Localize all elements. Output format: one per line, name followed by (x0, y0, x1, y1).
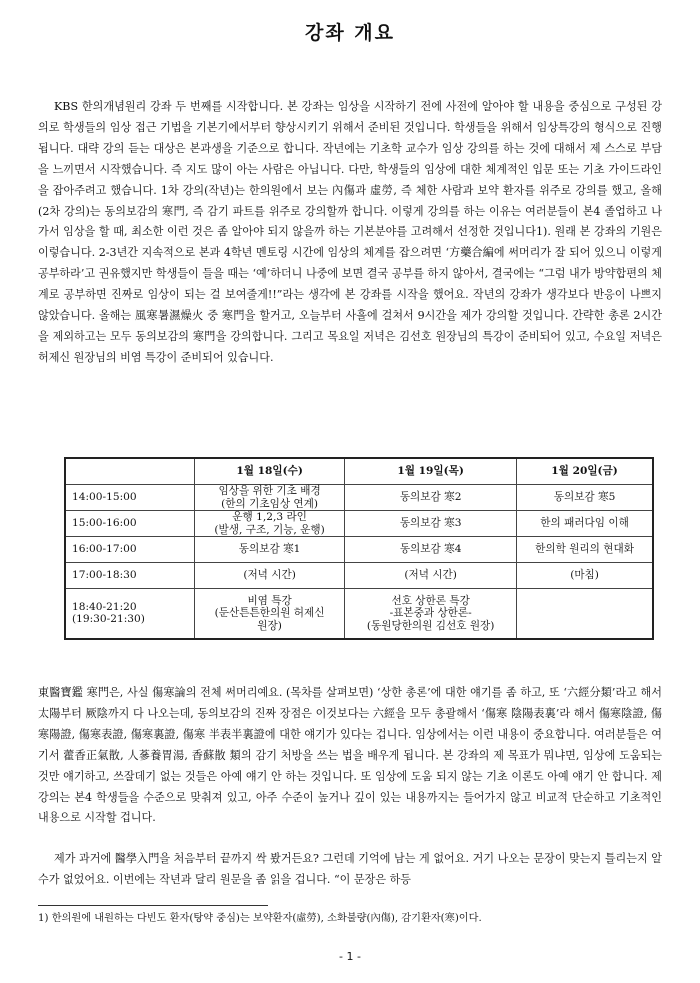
schedule-cell: (저녁 시간) (195, 563, 345, 589)
schedule-corner-cell (65, 458, 195, 485)
schedule-cell: (저녁 시간) (345, 563, 517, 589)
schedule-cell: 동의보감 寒1 (195, 537, 345, 563)
footnote: 1) 한의원에 내원하는 다빈도 환자(탕약 중심)는 보약환자(虛勞), 소화불량(內傷), 감기환자(寒)이다. (38, 913, 482, 924)
schedule-cell: (마침) (517, 563, 653, 589)
schedule-cell: 한의학 원리의 현대화 (517, 537, 653, 563)
day-header: 1월 18일(수) (195, 458, 345, 485)
page-number: - 1 - (339, 950, 361, 963)
schedule-row (65, 537, 653, 563)
schedule-cell: 운행 1,2,3 라인 (발생, 구조, 기능, 운행) (195, 511, 345, 537)
schedule-cell: 동의보감 寒3 (345, 511, 517, 537)
body-paragraph: 東醫寶鑑 寒門은, 사실 傷寒論의 전체 써머리예요. (목차를 살펴보면) ‘상한 총론’에 대한 얘기를 좀 하고, 또 ‘六經分類’라고 해서 太陽부터 厥陰까지 다 나오는데, 동의보감의 진짜 장점은 이것보다는 六經을 모두 총괄해서 ‘傷寒 陰陽表裏’라 해서 傷寒陰證, 傷寒陽證, 傷寒表證, 傷寒裏證, 傷寒 半表半裏證에 대한 얘기가 있다는 겁니다. 임상에서는 이런 내용이 중요합니다. 여러분들은 여기서 藿香正氣散, 人蔘養胃湯, 香蘇散 類의 감기 처방을 쓰는 법을 배우게 됩니다. 본 강좌의 제 목표가 뭐냐면, 임상에 도움되는 것만 얘기하고, 쓰잘데기 없는 것들은 아예 얘기 안 하는 것입니다. 또 임상에 도움 되지 않는 기초 이론도 아예 얘기 안 합니다. 제 강의는 본4 학생들을 수준으로 맞춰져 있고, 아주 수준이 높거나 깊이 있는 내용까지는 들어가지 않고 비교적 단순하고 기초적인 내용으로 시작할 겁니다. (38, 686, 662, 825)
schedule-cell: 한의 패러다임 이해 (517, 511, 653, 537)
schedule-cell: 동의보감 寒5 (517, 485, 653, 511)
intro-paragraph: KBS 한의개념원리 강좌 두 번째를 시작합니다. 본 강좌는 임상을 시작하기 전에 사전에 알아야 할 내용을 중심으로 구성된 강의로 학생들의 임상 접근 기법을 기본기에서부터 향상시키기 위해서 준비된 것입니다. 학생들을 위해서 임상특강의 형식으로 진행됩니다. 대략 강의 듣는 대상은 본과생을 기준으로 합니다. 작년에는 기초학 교수가 임상 강의를 하는 것에 대해서 제 스스로 부담을 느끼면서 시작했습니다. 즉 지도 많이 아는 사람은 아닙니다. 다만, 학생들의 임상에 대한 체계적인 입문 또는 기초 가이드라인을 잡아주려고 했습니다. 1차 강의(작년)는 한의원에서 보는 內傷과 虛勞, 즉 체한 사람과 보약 환자를 위주로 강의를 했고, 올해(2차 강의)는 동의보감의 寒門, 즉 감기 파트를 위주로 강의할까 합니다. 이렇게 강의를 하는 이유는 여러분들이 본4 졸업하고 나가서 임상을 할 때, 최소한 이런 것은 좀 알아야 되지 않을까 하는 기본분야를 고려해서 선정한 것입니다1). 원래 본 강좌의 기원은 이렇습니다. 2-3년간 지속적으로 본과 4학년 멘토링 시간에 임상의 체계를 잡으려면 ‘方藥合編에 써머리가 잘 되어 있으니 이렇게 공부하라’고 권유했지만 학생들이 들을 때는 ‘예’하더니 나중에 보면 결국 공부를 하지 않아서, 결국에는 “그럼 내가 방약합편의 체계로 공부하면 진짜로 임상이 되는 걸 보여줄게!!”라는 생각에 본 강좌를 시작을 했어요. 작년의 강좌가 생각보다 반응이 나쁘지 않았습니다. 올해는 風寒暑濕燥火 중 寒門을 할거고, 오늘부터 사흘에 걸쳐서 9시간을 제가 강의할 것입니다. 간략한 총론 2시간을 제외하고는 모두 동의보감의 寒門을 강의합니다. 그리고 목요일 저녁은 김선호 원장님의 특강이 준비되어 있고, 수요일 저녁은 허제신 원장님의 비염 특강이 준비되어 있습니다. (38, 100, 662, 364)
schedule-cell: 비염 특강 (둔산튼튼한의원 허제신 원장) (195, 589, 345, 639)
page-title: 강좌 개요 (304, 22, 396, 44)
schedule-cell (517, 589, 653, 639)
time-slot: 16:00-17:00 (65, 537, 195, 563)
schedule-row (65, 589, 653, 639)
schedule-row (65, 511, 653, 537)
time-slot: 18:40-21:20 (19:30-21:30) (65, 589, 195, 639)
time-slot: 14:00-15:00 (65, 485, 195, 511)
day-header: 1월 19일(목) (345, 458, 517, 485)
schedule-header-row (65, 458, 653, 485)
schedule-row (65, 485, 653, 511)
time-slot: 15:00-16:00 (65, 511, 195, 537)
schedule-cell: 선호 상한론 특강 -표본중과 상한론- (동원당한의원 김선호 원장) (345, 589, 517, 639)
schedule-cell: 동의보감 寒4 (345, 537, 517, 563)
schedule-table (64, 457, 654, 640)
time-slot: 17:00-18:30 (65, 563, 195, 589)
schedule-row (65, 563, 653, 589)
schedule-cell: 동의보감 寒2 (345, 485, 517, 511)
schedule-cell: 임상을 위한 기초 배경 (한의 기초임상 연계) (195, 485, 345, 511)
day-header: 1월 20일(금) (517, 458, 653, 485)
footnote-divider (38, 905, 268, 906)
body-paragraph: 제가 과거에 醫學入門을 처음부터 끝까지 싹 봤거든요? 그런데 기억에 남는 게 없어요. 거기 나오는 문장이 맞는지 틀리는지 알 수가 없었어요. 이번에는 작년과 달리 원문을 좀 읽을 겁니다. “이 문장은 하등 (38, 852, 662, 886)
